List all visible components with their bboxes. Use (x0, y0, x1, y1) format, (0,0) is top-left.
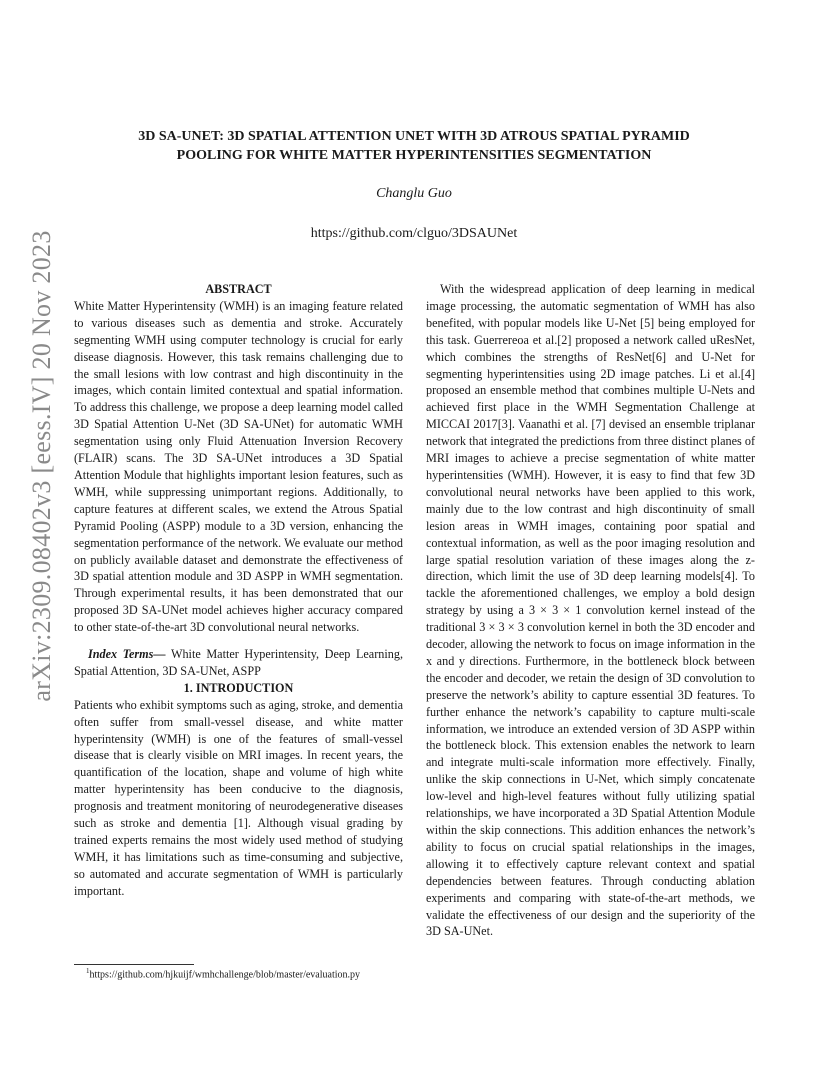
author-name: Changlu Guo (376, 186, 452, 201)
paper-title (60, 127, 768, 165)
footnote-text[interactable]: https://github.com/hjkuijf/wmhchallenge/blob/master/evaluation.py (89, 969, 361, 981)
repository-url[interactable]: https://github.com/clguo/3DSAUNet (310, 226, 518, 241)
introduction-continued-text: With the widespread application of deep learning in medical image processing, the automatic segmentation of WMH has also benefited, with popular models like U-Net [5] being employed for this task. Guerrereoa et al.[2] proposed a network called uResNet, which combines the strengths of ResNet[6] and U-Net for segmenting hyperintensities using 2D image patches. Li et al.[4] proposed an ensemble method that combines multiple U-Nets and achieved first place in the WMH Segmentation Challenge at MICCAI 2017[3]. Vaanathi et al. [7] devised an ensemble triplanar network that integrated the predictions from three distinct planes of MRI images to achieve a precise segmentation of white matter hyperintensities (WMH). However, it is easy to find that few 3D convolutional neural networks have been applied to this work, mainly due to the low contrast and high discontinuity of small lesion areas in WMH images, containing poor spatial and contextual information, as well as the poor imaging resolution and large spatial resolution variation of these images along the z-direction, which limit the use of 3D deep learning models[4]. To tackle the aforementioned challenges, we employ a bold design strategy by using a 3 × 3 × 1 convolution kernel instead of the traditional 3 × 3 × 3 convolution kernel in both the 3D encoder and decoder, allowing the network to focus on image information in the x and y directions. Furthermore, in the bottleneck block between the encoder and decoder, we retain the design of 3D convolution to preserve the network’s ability to capture essential 3D features. To further enhance the network’s capability to capture multi-scale information, we introduce an extended version of 3D ASPP within the bottleneck block. This extension enables the network to learn and integrate multi-scale information more effectively. Finally, unlike the skip connections in U-Net, which simply concatenate low-level and high-level features without fully utilizing spatial relationships, we have incorporated a 3D Spatial Attention Module within the skip connections. This addition enhances the network’s ability to focus on crucial spatial relationships in the images, allowing it to effectively capture relevant context and spatial dependencies between features. Through conducting ablation experiments and comparing with state-of-the-art methods, we validate the effectiveness of our design and the superiority of the 3D SA-UNet. (426, 282, 755, 939)
footnote (86, 967, 360, 980)
title-line-2: POOLING FOR WHITE MATTER HYPERINTENSITIES SEGMENTATION (176, 148, 652, 163)
footnote-marker: 1 (86, 967, 90, 975)
introduction-heading: 1. INTRODUCTION (183, 680, 294, 695)
arxiv-identifier: arXiv:2309.08402v3 [eess.IV] 20 Nov 2023 (27, 230, 56, 702)
abstract-heading: ABSTRACT (205, 282, 272, 296)
introduction-text: Patients who exhibit symptoms such as aging, stroke, and dementia often suffer from small-vessel disease, and white matter hyperintensity (WMH) is one of the features of small-vessel disease that is clearly visible on MRI images. In recent years, the quantification of the location, shape and volume of high white matter hyperintensity has been conducive to the diagnosis, prognosis and treatment monitoring of neurodegenerative diseases such as stroke and dementia [1]. Although visual grading by trained experts remains the most widely used method of studying WMH, it has limitations such as time-consuming and subjective, so automated and accurate segmentation of WMH is particularly important. (74, 697, 403, 898)
right-column (426, 281, 755, 940)
footnote-rule (74, 964, 194, 965)
index-terms-text: White Matter Hyperintensity, Deep Learning, Spatial Attention, 3D SA-UNet, ASPP (74, 647, 403, 678)
left-column (74, 281, 403, 900)
abstract-text: White Matter Hyperintensity (WMH) is an imaging feature related to various diseases such as dementia and stroke. Accurately segmenting WMH using computer technology is crucial for early disease diagnosis. However, this task remains challenging due to the small lesions with low contrast and high discontinuity in the images, which contain limited contextual and spatial information. To address this challenge, we propose a deep learning model called 3D Spatial Attention U-Net (3D SA-UNet) for automatic WMH segmentation using only Fluid Attenuation Inversion Recovery (FLAIR) scans. The 3D SA-UNet introduces a 3D Spatial Attention Module that highlights important lesion features, such as WMH, while suppressing unimportant regions. Additionally, to capture features at different scales, we extend the Atrous Spatial Pyramid Pooling (ASPP) module to a 3D version, enhancing the segmentation performance of the network. We evaluate our method on publicly available dataset and demonstrate the effectiveness of 3D spatial attention module and 3D ASPP in WMH segmentation. Through experimental results, it has been demonstrated that our proposed 3D SA-UNet model achieves higher accuracy compared to other state-of-the-art 3D convolutional neural networks. (74, 298, 403, 635)
index-terms (74, 646, 403, 680)
index-terms-label: Index Terms— (88, 647, 166, 662)
title-line-1: 3D SA-UNET: 3D SPATIAL ATTENTION UNET WITH 3D ATROUS SPATIAL PYRAMID (138, 129, 690, 144)
